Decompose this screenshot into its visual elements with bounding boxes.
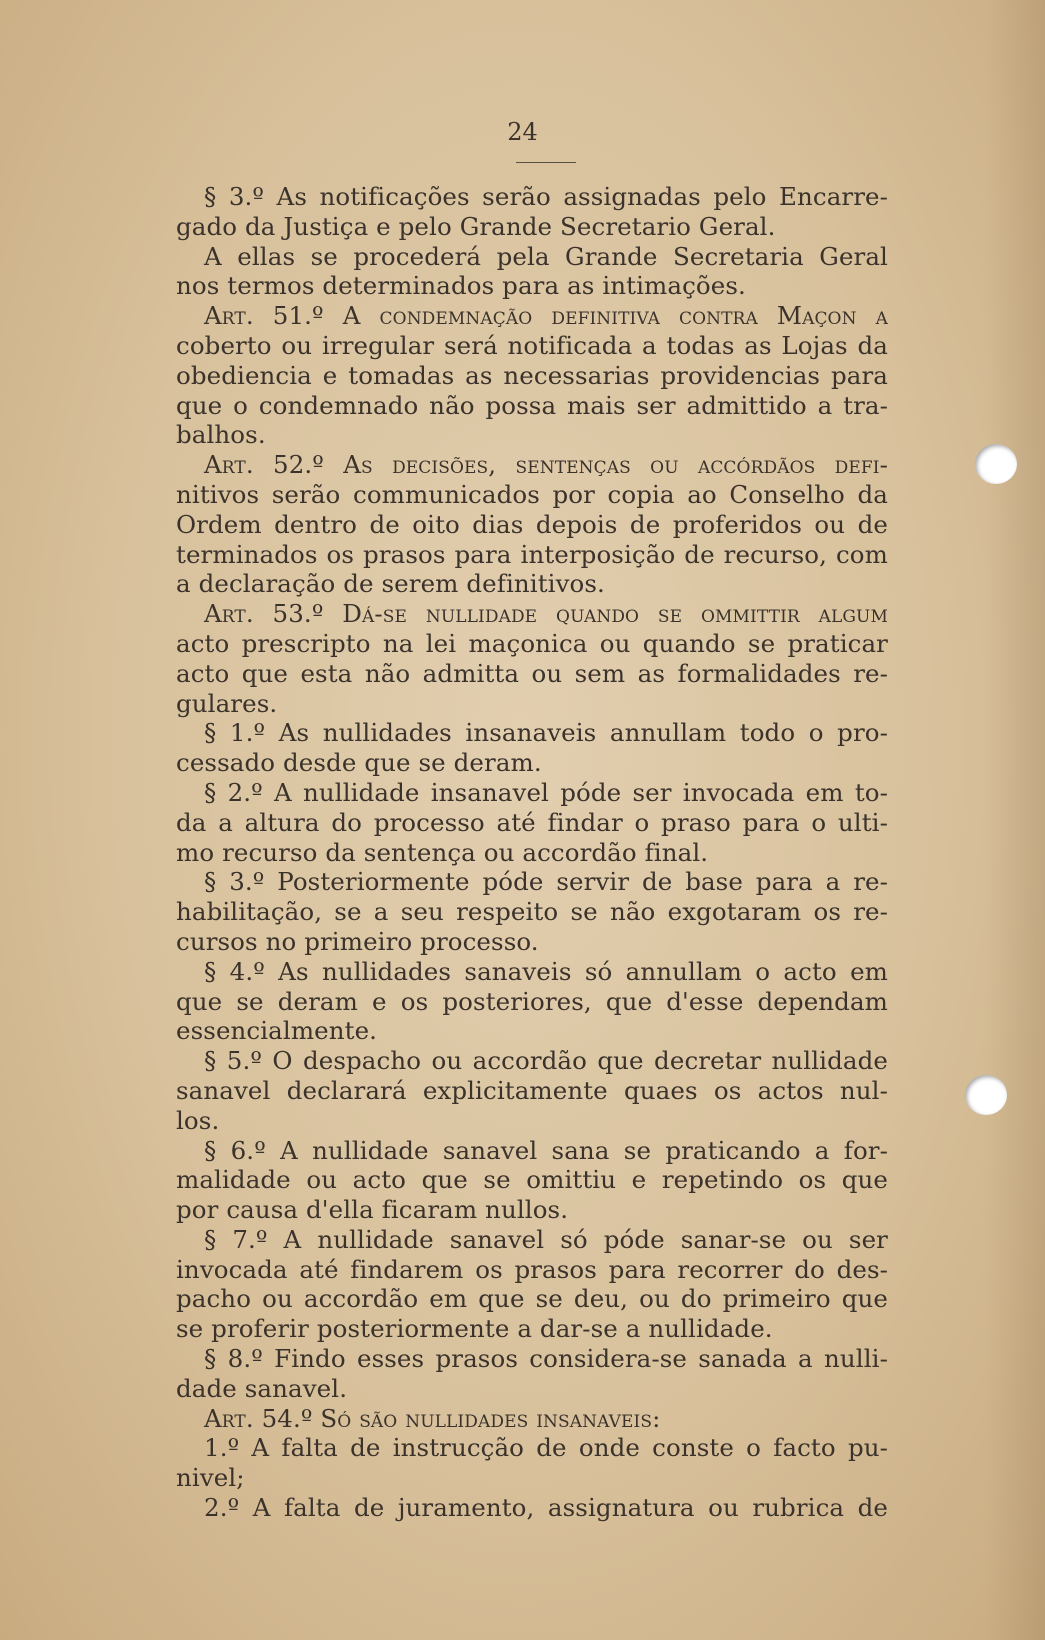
text-line: malidade ou acto que se omittiu e repetindo os que: [176, 1165, 888, 1195]
text-line: da a altura do processo até findar o praso para o ulti-: [176, 807, 888, 837]
text-line: terminados os prasos para interposição de recurso, com: [176, 539, 888, 569]
text-line: 1.º A falta de instrucção de onde conste o facto pu-: [204, 1433, 888, 1463]
text-line: Art. 52.º As decisões, sentenças ou accórdãos defi-: [204, 450, 888, 480]
text-line: acto que esta não admitta ou sem as formalidades re-: [176, 658, 888, 688]
text-line: pacho ou accordão em que se deu, ou do primeiro que: [176, 1284, 888, 1314]
text-line: § 7.º A nullidade sanavel só póde sanar-se ou ser: [204, 1224, 888, 1254]
page-edge-shadow: [985, 0, 1045, 1640]
text-line: § 6.º A nullidade sanavel sana se praticando a for-: [204, 1135, 888, 1165]
text-line: Ordem dentro de oito dias depois de proferidos ou de: [176, 509, 888, 539]
body-text: [176, 182, 888, 1523]
text-line: gulares.: [176, 688, 278, 718]
text-line: cursos no primeiro processo.: [176, 926, 539, 956]
text-line: Art. 53.º Dá-se nullidade quando se ommittir algum: [204, 599, 888, 629]
text-line: sanavel declarará explicitamente quaes os actos nul-: [176, 1075, 888, 1105]
text-line: dade sanavel.: [176, 1373, 348, 1403]
text-line: § 3.º Posteriormente póde servir de base para a re-: [204, 867, 888, 897]
text-line: habilitação, se a seu respeito se não exgotaram os re-: [176, 897, 888, 927]
text-line: gado da Justiça e pelo Grande Secretario Geral.: [176, 211, 776, 241]
text-line: 2.º A falta de juramento, assignatura ou rubrica de: [204, 1493, 888, 1523]
text-line: A ellas se procederá pela Grande Secretaria Geral: [204, 241, 888, 271]
text-line: § 1.º As nullidades insanaveis annullam todo o pro-: [204, 718, 888, 748]
page-number: 24: [507, 118, 538, 146]
text-line: Art. 54.º Só são nullidades insanaveis:: [204, 1403, 661, 1433]
text-line: nivel;: [176, 1463, 245, 1493]
text-line: § 3.º As notificações serão assignadas pelo Encarre-: [204, 182, 888, 211]
text-line: § 8.º Findo esses prasos considera-se sanada a nulli-: [204, 1344, 888, 1374]
text-line: mo recurso da sentença ou accordão final.: [176, 837, 709, 867]
text-line: invocada até findarem os prasos para recorrer do des-: [176, 1254, 888, 1284]
text-line: que se deram e os posteriores, que d'esse dependam: [176, 986, 888, 1016]
text-line: nitivos serão communicados por copia ao Conselho da: [176, 479, 888, 509]
text-line: essencialmente.: [176, 1016, 378, 1046]
text-line: a declaração de serem definitivos.: [176, 569, 605, 599]
text-line: coberto ou irregular será notificada a todas as Lojas da: [176, 330, 888, 360]
text-line: § 2.º A nullidade insanavel póde ser invocada em to-: [204, 777, 888, 807]
text-line: Art. 51.º A condemnação definitiva contra Maçon a: [204, 301, 888, 331]
text-line: los.: [176, 1105, 220, 1135]
text-line: acto prescripto na lei maçonica ou quando se praticar: [176, 628, 888, 658]
text-line: § 5.º O despacho ou accordão que decretar nullidade: [204, 1046, 888, 1076]
header-rule: [516, 162, 576, 163]
binding-hole: [975, 444, 1017, 484]
binding-hole: [965, 1075, 1007, 1115]
text-line: § 4.º As nullidades sanaveis só annullam o acto em: [204, 956, 888, 986]
text-line: se proferir posteriormente a dar-se a nullidade.: [176, 1314, 773, 1344]
text-line: por causa d'ella ficaram nullos.: [176, 1195, 569, 1225]
text-line: nos termos determinados para as intimações.: [176, 271, 746, 301]
text-line: balhos.: [176, 420, 266, 450]
text-line: obediencia e tomadas as necessarias providencias para: [176, 360, 888, 390]
text-line: cessado desde que se deram.: [176, 748, 542, 778]
text-line: que o condemnado não possa mais ser admittido a tra-: [176, 390, 888, 420]
